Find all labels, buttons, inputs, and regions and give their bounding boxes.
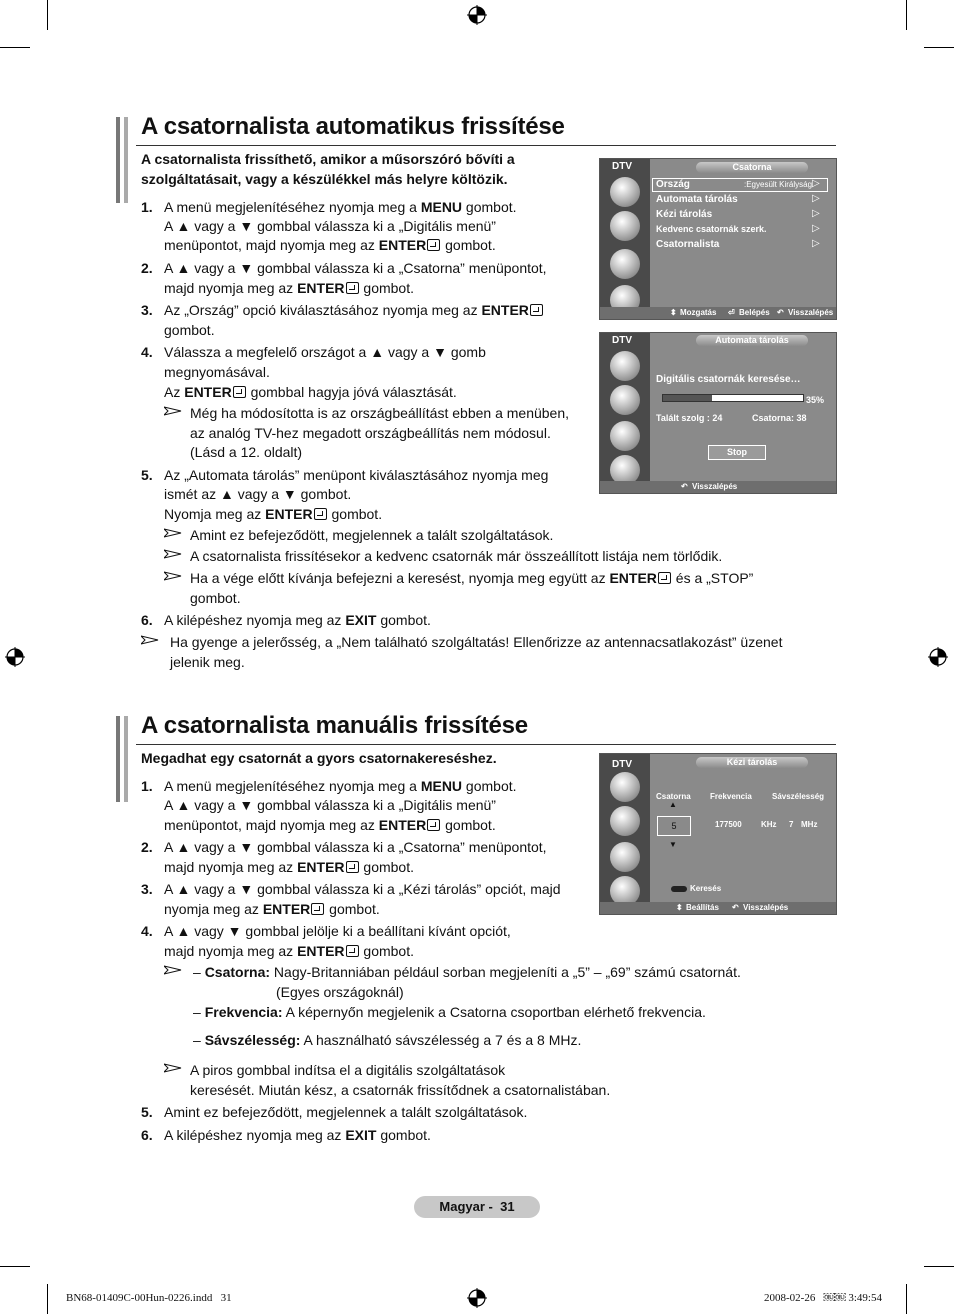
step-text: A ▲ vagy a ▼ gombbal válassza ki a „Kézi tárolás” opciót, majd: [164, 881, 561, 897]
section-underline: [136, 744, 836, 745]
file-info: BN68-01409C-00Hun-0226.indd 31: [66, 1292, 232, 1304]
step-number: 6.: [141, 1127, 153, 1143]
note-text: Ha a vége előtt kívánja befejezni a keresést, nyomja meg együtt az ENTER és a „STOP”: [190, 570, 754, 586]
crop-mark: [906, 1284, 907, 1314]
step-text: gombot.: [164, 322, 215, 338]
section-bar: [124, 117, 128, 203]
arrow-right-icon: ▷: [812, 223, 820, 234]
step-text: majd nyomja meg az ENTER gombot.: [164, 943, 414, 959]
note-text: Még ha módosította is az országbeállítást ebben a menüben,: [190, 405, 570, 421]
menu-item-label: Ország: [656, 179, 690, 190]
sound-icon: [610, 211, 640, 241]
step-number: 5.: [141, 467, 153, 483]
setup-icon: [610, 772, 640, 802]
dtv-label: DTV: [612, 759, 632, 770]
note-arrow-icon: [164, 406, 182, 416]
tv-menu-manual-store: [599, 753, 837, 915]
crop-mark: [0, 47, 30, 48]
step-number: 3.: [141, 302, 153, 318]
step-text: A ▲ vagy a ▼ gombbal válassza ki a „Csatorna” menüpontot,: [164, 260, 547, 276]
progress-label: 35%: [806, 395, 825, 405]
crop-mark: [47, 1284, 48, 1314]
note-arrow-icon: [164, 1063, 182, 1073]
note-text: Ha gyenge a jelerősség, a „Nem található szolgáltatás! Ellenőrizze az antennacsatlakozást” üzenet: [170, 634, 783, 650]
step-text: majd nyomja meg az ENTER gombot.: [164, 280, 414, 296]
intro-line: Megadhat egy csatornát a gyors csatornakereséshez.: [141, 750, 497, 766]
crop-mark: [0, 1266, 30, 1267]
step-number: 1.: [141, 778, 153, 794]
step-text: nyomja meg az ENTER gombot.: [164, 901, 380, 917]
definition-text: – Frekvencia: A képernyőn megjelenik a Csatorna csoportban elérhető frekvencia.: [193, 1004, 706, 1020]
enter-icon: [427, 819, 440, 831]
note-text: Amint ez befejeződött, megjelennek a talált szolgáltatások.: [190, 527, 554, 543]
sound-icon: [610, 385, 640, 415]
section-bar: [124, 716, 128, 802]
menu-item-label[interactable]: Kedvenc csatornák szerk.: [656, 224, 767, 234]
menu-title: Kézi tárolás: [696, 757, 808, 768]
enter-icon: [346, 861, 359, 873]
dtv-label: DTV: [612, 161, 632, 172]
crop-mark: [47, 0, 48, 30]
step-text: A ▲ vagy a ▼ gombbal válassza ki a „Digitális menü”: [164, 797, 496, 813]
tv-menu-channel: [599, 158, 837, 320]
step-number: 1.: [141, 199, 153, 215]
menu-footer: ⬍ Beállítás ↶ Visszalépés: [600, 902, 836, 914]
stop-button[interactable]: Stop: [708, 445, 766, 460]
arrow-right-icon: ▷: [812, 208, 820, 219]
return-icon: ↶: [777, 308, 784, 317]
step-number: 3.: [141, 881, 153, 897]
enter-icon: [314, 508, 327, 520]
step-number: 6.: [141, 612, 153, 628]
search-label[interactable]: Keresés: [690, 884, 722, 893]
step-text: A ▲ vagy a ▼ gombbal válassza ki a „Csatorna” menüpontot,: [164, 839, 547, 855]
step-text: menüpontot, majd nyomja meg az ENTER gombot.: [164, 817, 496, 833]
setup-icon: [610, 177, 640, 207]
crop-mark: [924, 47, 954, 48]
step-text: A kilépéshez nyomja meg az EXIT gombot.: [164, 1127, 431, 1143]
note-text: A piros gombbal indítsa el a digitális szolgáltatások: [190, 1062, 506, 1078]
enter-icon: ⏎: [728, 308, 735, 317]
step-number: 2.: [141, 260, 153, 276]
note-text: (Lásd a 12. oldalt): [190, 444, 303, 460]
page-number-badge: Magyar - 31: [414, 1196, 540, 1218]
frequency-unit: KHz: [761, 820, 777, 829]
enter-icon: [658, 572, 671, 584]
definition-text: – Sávszélesség: A használható sávszélesség a 7 és a 8 MHz.: [193, 1032, 582, 1048]
arrow-right-icon: ▷: [812, 178, 820, 189]
enter-icon: [530, 304, 543, 316]
tv-menu-auto-store: [599, 332, 837, 494]
arrow-right-icon: ▷: [812, 238, 820, 249]
arrow-right-icon: ▷: [812, 193, 820, 204]
sound-icon: [610, 806, 640, 836]
arrow-up-icon: ▲: [669, 800, 677, 809]
return-icon: ↶: [732, 903, 739, 912]
bandwidth-unit: MHz: [801, 820, 818, 829]
menu-footer: ⬍ Mozgatás ⏎ Belépés ↶ Visszalépés: [600, 307, 836, 319]
step-text: Az ENTER gombbal hagyja jóvá választását.: [164, 384, 457, 400]
red-button-icon: [671, 886, 687, 892]
updown-icon: ⬍: [676, 903, 683, 912]
registration-mark-icon: [467, 1288, 487, 1308]
step-text: A ▲ vagy ▼ gombbal jelölje ki a beállítani kívánt opciót,: [164, 923, 511, 939]
menu-item-label[interactable]: Csatornalista: [656, 239, 720, 250]
note-text: jelenik meg.: [170, 654, 245, 670]
step-text: Az „Automata tárolás” menüpont kiválasztásához nyomja meg: [164, 467, 549, 483]
step-text: majd nyomja meg az ENTER gombot.: [164, 859, 414, 875]
step-text: A ▲ vagy a ▼ gombbal válassza ki a „Digitális menü”: [164, 218, 496, 234]
progress-fill: [663, 395, 712, 401]
enter-icon: [346, 282, 359, 294]
section-bar: [116, 117, 120, 203]
note-arrow-icon: [164, 571, 182, 581]
progress-bar: [662, 394, 804, 402]
step-number: 4.: [141, 344, 153, 360]
menu-title: Automata tárolás: [696, 335, 808, 346]
bandwidth-value[interactable]: 7: [789, 820, 794, 829]
channel-icon: [610, 842, 640, 872]
note-arrow-icon: [164, 549, 182, 559]
return-icon: ↶: [681, 482, 688, 491]
column-header: Frekvencia: [710, 792, 752, 801]
menu-item-label[interactable]: Kézi tárolás: [656, 209, 713, 220]
channel-count: Csatorna: 38: [752, 413, 807, 423]
step-number: 2.: [141, 839, 153, 855]
column-header: Sávszélesség: [772, 792, 825, 801]
step-text: megnyomásával.: [164, 364, 270, 380]
step-text: Az „Ország” opció kiválasztásához nyomja meg az ENTER: [164, 301, 544, 321]
note-text: az analóg TV-hez megadott országbeállítás nem módosul.: [190, 425, 551, 441]
enter-icon: [427, 239, 440, 251]
step-text: Nyomja meg az ENTER gombot.: [164, 506, 383, 522]
note-arrow-icon: [141, 635, 159, 645]
column-header: Csatorna: [656, 792, 691, 801]
registration-mark-icon: [928, 647, 948, 667]
arrow-down-icon: ▼: [669, 840, 677, 849]
section-underline: [136, 145, 836, 146]
step-text: Válassza a megfelelő országot a ▲ vagy a ▼ gomb: [164, 344, 486, 360]
note-arrow-icon: [164, 528, 182, 538]
enter-icon: [233, 386, 246, 398]
menu-item-label[interactable]: Automata tárolás: [656, 194, 738, 205]
note-text: A csatornalista frissítésekor a kedvenc csatornák már összeállított listája nem törlődik.: [190, 548, 723, 564]
search-status: Digitális csatornák keresése…: [656, 374, 801, 385]
section-title: A csatornalista automatikus frissítése: [141, 113, 565, 140]
enter-icon: [346, 945, 359, 957]
menu-footer: ↶ Visszalépés: [600, 481, 836, 493]
setup-icon: [610, 351, 640, 381]
crop-mark: [924, 1266, 954, 1267]
definition-text: – Csatorna: Nagy-Britanniában például sorban megjeleníti a „5” – „69” számú csatornát.: [193, 964, 741, 980]
registration-mark-icon: [5, 647, 25, 667]
crop-mark: [906, 0, 907, 30]
note-text: gombot.: [190, 590, 241, 606]
step-text: A menü megjelenítéséhez nyomja meg a MENU gombot.: [164, 199, 517, 215]
channel-icon: [610, 249, 640, 279]
enter-icon: [311, 903, 324, 915]
channel-input[interactable]: 5: [657, 816, 691, 836]
step-number: 5.: [141, 1104, 153, 1120]
intro-line: szolgáltatásait, vagy a készülékkel más helyre költözik.: [141, 171, 508, 187]
menu-title: Csatorna: [696, 162, 808, 173]
updown-icon: ⬍: [670, 308, 677, 317]
step-text: Amint ez befejeződött, megjelennek a talált szolgáltatások.: [164, 1104, 528, 1120]
frequency-value[interactable]: 177500: [715, 820, 742, 829]
step-number: 4.: [141, 923, 153, 939]
found-count: Talált szolg : 24: [656, 413, 723, 423]
menu-item-value: :Egyesült Királyság: [744, 180, 813, 189]
section-title: A csatornalista manuális frissítése: [141, 712, 528, 739]
section-bar: [116, 716, 120, 802]
note-text: keresését. Miután kész, a csatornák frissítődnek a csatornalistában.: [190, 1082, 611, 1098]
channel-icon: [610, 421, 640, 451]
step-text: ismét az ▲ vagy a ▼ gombot.: [164, 486, 352, 502]
step-text: A menü megjelenítéséhez nyomja meg a MENU gombot.: [164, 778, 517, 794]
dtv-label: DTV: [612, 335, 632, 346]
intro-line: A csatornalista frissíthető, amikor a műsorszóró bővíti a: [141, 151, 515, 167]
date-info: 2008-02-26 ￼￼ 3:49:54: [764, 1292, 882, 1304]
step-text: menüpontot, majd nyomja meg az ENTER gombot.: [164, 237, 496, 253]
note-arrow-icon: [164, 965, 182, 975]
step-text: A kilépéshez nyomja meg az EXIT gombot.: [164, 612, 431, 628]
definition-text: (Egyes országoknál): [276, 984, 404, 1000]
registration-mark-icon: [467, 5, 487, 25]
